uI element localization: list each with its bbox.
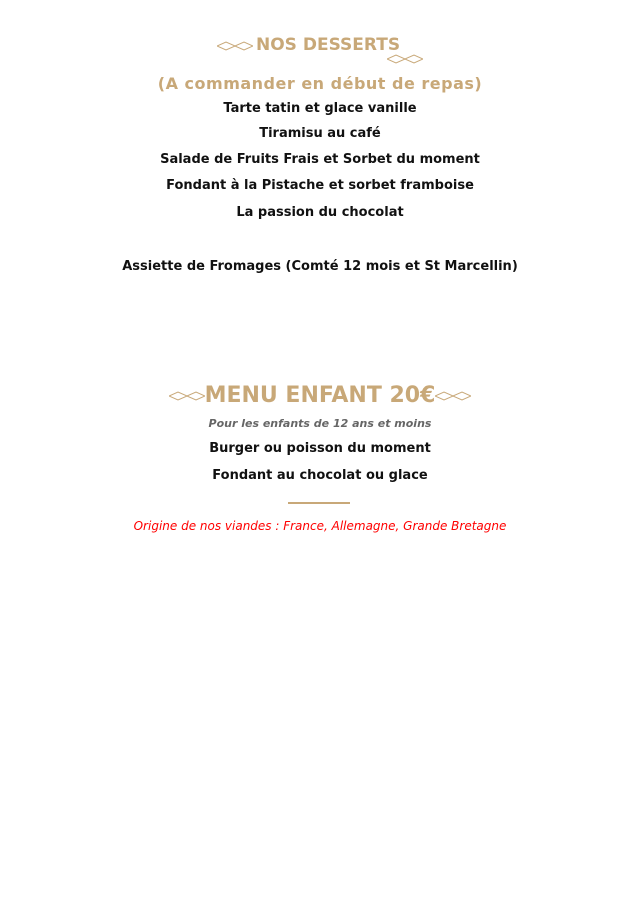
dessert-item: Tarte tatin et glace vanille — [223, 101, 417, 116]
kids-note: Pour les enfants de 12 ans et moins — [208, 417, 432, 430]
ornament-icon — [217, 40, 253, 52]
desserts-subtitle: (A commander en début de repas) — [157, 74, 483, 93]
kids-item: Fondant au chocolat ou glace — [212, 468, 428, 483]
divider — [288, 502, 350, 504]
ornament-icon — [387, 53, 423, 65]
meat-origin-note: Origine de nos viandes : France, Allemagne, Grande Bretagne — [133, 519, 507, 533]
ornament-icon — [435, 390, 471, 402]
dessert-item: La passion du chocolat — [236, 205, 404, 220]
dessert-item: Salade de Fruits Frais et Sorbet du moment — [160, 152, 480, 167]
cheese-item: Assiette de Fromages (Comté 12 mois et St Marcellin) — [122, 259, 518, 274]
dessert-item: Fondant à la Pistache et sorbet framboise — [166, 178, 474, 193]
dessert-item: Tiramisu au café — [259, 126, 381, 141]
kids-item: Burger ou poisson du moment — [209, 441, 431, 456]
desserts-title: NOS DESSERTS — [256, 35, 401, 55]
kids-menu-title: MENU ENFANT 20€ — [204, 383, 436, 408]
kids-menu-heading — [0, 383, 640, 408]
ornament-icon — [169, 390, 205, 402]
